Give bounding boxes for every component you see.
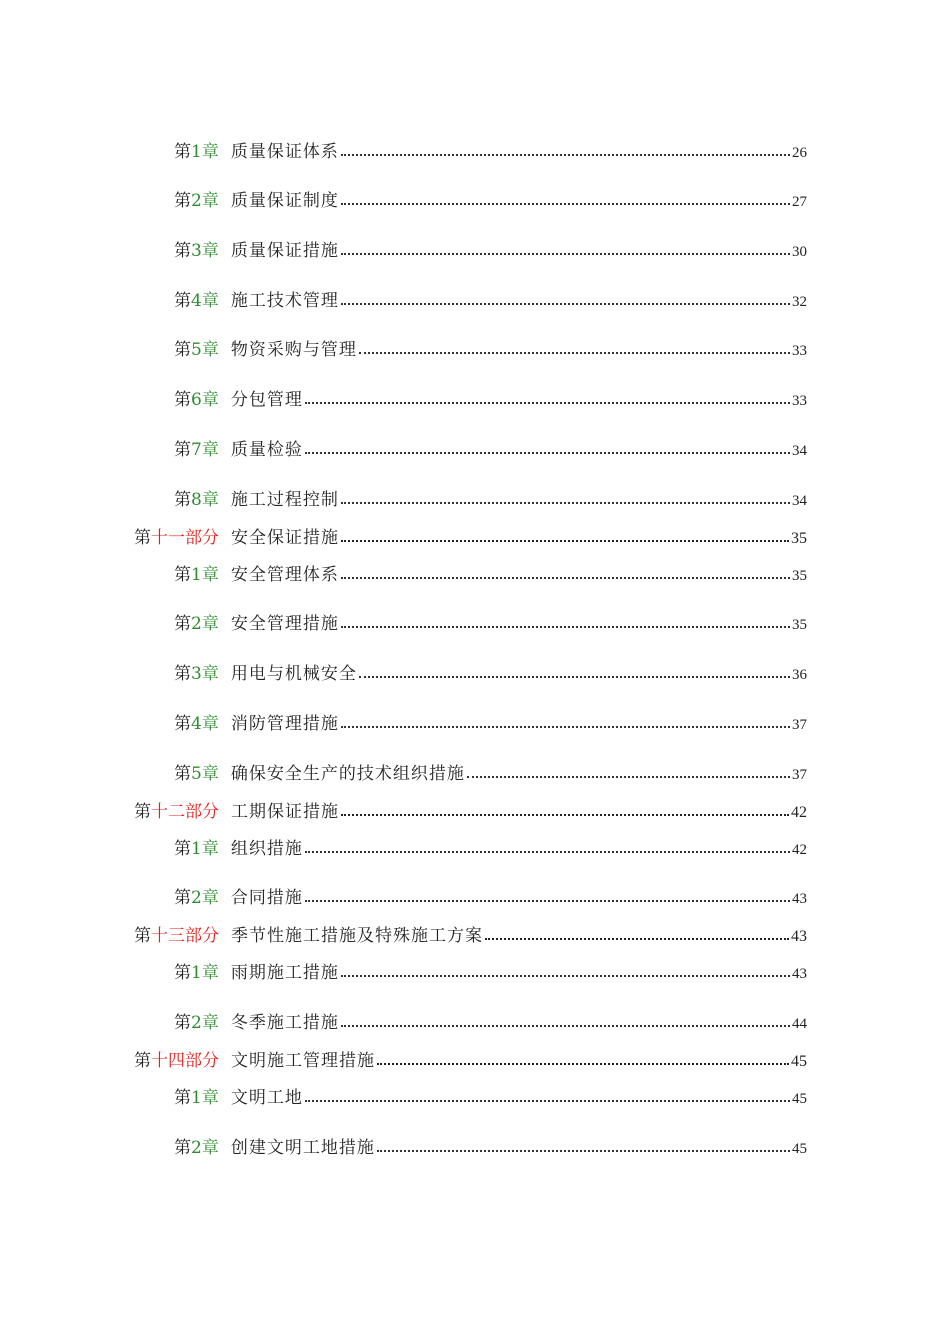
entry-number: 4 xyxy=(191,714,202,734)
entry-suffix: 章 xyxy=(201,963,219,983)
entry-title: 确保安全生产的技术组织措施 xyxy=(230,764,465,784)
entry-page-number: 43 xyxy=(792,966,807,982)
entry-title: 施工过程控制 xyxy=(230,490,339,510)
entry-prefix: 第 xyxy=(174,1138,191,1158)
entry-page-number: 42 xyxy=(792,842,807,858)
dot-leader xyxy=(341,625,790,628)
entry-prefix: 第 xyxy=(174,565,191,585)
entry-prefix: 第 xyxy=(174,390,191,410)
dot-leader xyxy=(305,451,790,454)
entry-prefix: 第 xyxy=(174,764,191,784)
entry-title: 文明工地 xyxy=(230,1088,303,1108)
dot-leader xyxy=(485,937,789,940)
entry-page-number: 26 xyxy=(792,145,807,161)
toc-chapter-entry[interactable] xyxy=(174,658,807,684)
entry-number: 1 xyxy=(191,963,202,983)
entry-number: 十三 xyxy=(151,926,185,946)
entry-title: 物资采购与管理 xyxy=(230,340,357,360)
entry-suffix: 章 xyxy=(201,241,219,261)
entry-suffix: 章 xyxy=(201,142,219,162)
dot-leader xyxy=(341,725,790,728)
entry-prefix: 第 xyxy=(134,802,151,822)
dot-leader xyxy=(341,813,789,816)
entry-title: 质量保证制度 xyxy=(230,191,339,211)
entry-prefix: 第 xyxy=(174,291,191,311)
entry-page-number: 33 xyxy=(792,343,807,359)
entry-suffix: 章 xyxy=(201,1088,219,1108)
entry-page-number: 45 xyxy=(792,1091,807,1107)
entry-page-number: 32 xyxy=(792,294,807,310)
dot-leader xyxy=(305,899,790,902)
entry-suffix: 部分 xyxy=(185,1051,219,1071)
dot-leader xyxy=(305,850,790,853)
entry-title: 雨期施工措施 xyxy=(230,963,339,983)
entry-suffix: 章 xyxy=(201,390,219,410)
entry-page-number: 35 xyxy=(792,568,807,584)
entry-number: 3 xyxy=(191,241,202,261)
dot-leader xyxy=(341,539,789,542)
entry-prefix: 第 xyxy=(174,191,191,211)
entry-title: 安全管理措施 xyxy=(230,614,339,634)
entry-page-number: 43 xyxy=(791,928,807,945)
entry-number: 3 xyxy=(191,664,202,684)
entry-title: 分包管理 xyxy=(230,390,303,410)
entry-title: 安全保证措施 xyxy=(231,528,339,548)
entry-number: 2 xyxy=(191,888,202,908)
toc-chapter-entry[interactable] xyxy=(174,559,807,585)
entry-page-number: 33 xyxy=(792,393,807,409)
entry-title: 合同措施 xyxy=(230,888,303,908)
entry-page-number: 43 xyxy=(792,891,807,907)
entry-number: 1 xyxy=(191,142,202,162)
toc-chapter-entry[interactable] xyxy=(174,285,807,311)
entry-prefix: 第 xyxy=(174,839,191,859)
entry-number: 6 xyxy=(191,390,202,410)
entry-suffix: 章 xyxy=(201,565,219,585)
toc-chapter-entry[interactable] xyxy=(174,136,807,162)
dot-leader xyxy=(341,1024,790,1027)
toc-chapter-entry[interactable] xyxy=(174,235,807,261)
entry-prefix: 第 xyxy=(134,1051,151,1071)
entry-number: 5 xyxy=(191,764,202,784)
entry-suffix: 章 xyxy=(201,440,219,460)
entry-page-number: 36 xyxy=(792,667,807,683)
entry-suffix: 部分 xyxy=(185,528,219,548)
entry-page-number: 35 xyxy=(792,617,807,633)
entry-page-number: 37 xyxy=(792,767,807,783)
entry-prefix: 第 xyxy=(174,888,191,908)
entry-title: 工期保证措施 xyxy=(231,802,339,822)
toc-chapter-entry[interactable] xyxy=(174,384,807,410)
entry-number: 2 xyxy=(191,1138,202,1158)
dot-leader xyxy=(341,202,790,205)
toc-part-entry[interactable] xyxy=(134,796,807,822)
toc-chapter-entry[interactable] xyxy=(174,484,807,510)
toc-chapter-entry[interactable] xyxy=(174,334,807,360)
toc-chapter-entry[interactable] xyxy=(174,185,807,211)
toc-chapter-entry[interactable] xyxy=(174,758,807,784)
dot-leader xyxy=(305,401,790,404)
entry-suffix: 部分 xyxy=(185,802,219,822)
entry-number: 4 xyxy=(191,291,202,311)
toc-part-entry[interactable] xyxy=(134,1045,807,1071)
entry-prefix: 第 xyxy=(174,440,191,460)
entry-page-number: 37 xyxy=(792,717,807,733)
entry-number: 1 xyxy=(191,565,202,585)
entry-suffix: 章 xyxy=(201,764,219,784)
entry-prefix: 第 xyxy=(174,1013,191,1033)
entry-title: 质量检验 xyxy=(230,440,303,460)
entry-page-number: 35 xyxy=(791,530,807,547)
entry-prefix: 第 xyxy=(174,340,191,360)
entry-title: 质量保证措施 xyxy=(230,241,339,261)
entry-title: 文明施工管理措施 xyxy=(231,1051,375,1071)
toc-chapter-entry[interactable] xyxy=(174,608,807,634)
toc-chapter-entry[interactable] xyxy=(174,957,807,983)
entry-number: 8 xyxy=(191,490,202,510)
entry-number: 1 xyxy=(191,1088,202,1108)
entry-prefix: 第 xyxy=(174,142,191,162)
entry-title: 冬季施工措施 xyxy=(230,1013,339,1033)
dot-leader xyxy=(377,1149,790,1152)
entry-page-number: 34 xyxy=(792,443,807,459)
entry-number: 十二 xyxy=(151,802,185,822)
dot-leader xyxy=(305,1099,790,1102)
entry-suffix: 章 xyxy=(201,888,219,908)
entry-page-number: 44 xyxy=(792,1016,807,1032)
entry-suffix: 部分 xyxy=(185,926,219,946)
entry-title: 组织措施 xyxy=(230,839,303,859)
entry-suffix: 章 xyxy=(201,614,219,634)
toc-chapter-entry[interactable] xyxy=(174,1007,807,1033)
entry-number: 2 xyxy=(191,191,202,211)
entry-title: 创建文明工地措施 xyxy=(230,1138,375,1158)
entry-title: 消防管理措施 xyxy=(230,714,339,734)
dot-leader xyxy=(341,302,790,305)
entry-prefix: 第 xyxy=(174,241,191,261)
entry-suffix: 章 xyxy=(201,1138,219,1158)
entry-suffix: 章 xyxy=(201,291,219,311)
dot-leader xyxy=(341,576,790,579)
entry-number: 十一 xyxy=(151,528,185,548)
toc-chapter-entry[interactable] xyxy=(174,1132,807,1158)
entry-suffix: 章 xyxy=(201,340,219,360)
dot-leader xyxy=(341,252,790,255)
entry-number: 5 xyxy=(191,340,202,360)
entry-prefix: 第 xyxy=(174,1088,191,1108)
entry-page-number: 27 xyxy=(792,194,807,210)
entry-page-number: 45 xyxy=(792,1141,807,1157)
entry-title: 季节性施工措施及特殊施工方案 xyxy=(231,926,483,946)
entry-suffix: 章 xyxy=(201,1013,219,1033)
dot-leader xyxy=(359,675,790,678)
entry-prefix: 第 xyxy=(174,714,191,734)
entry-number: 十四 xyxy=(151,1051,185,1071)
entry-prefix: 第 xyxy=(174,664,191,684)
entry-number: 7 xyxy=(191,440,202,460)
toc-part-entry[interactable] xyxy=(134,920,807,946)
entry-number: 2 xyxy=(191,614,202,634)
toc-chapter-entry[interactable] xyxy=(174,833,807,859)
entry-title: 质量保证体系 xyxy=(230,142,339,162)
dot-leader xyxy=(467,775,790,778)
toc-chapter-entry[interactable] xyxy=(174,882,807,908)
entry-page-number: 42 xyxy=(791,804,807,821)
entry-prefix: 第 xyxy=(174,490,191,510)
toc-chapter-entry[interactable] xyxy=(174,708,807,734)
dot-leader xyxy=(341,153,790,156)
toc-chapter-entry[interactable] xyxy=(174,1082,807,1108)
entry-suffix: 章 xyxy=(201,714,219,734)
entry-page-number: 30 xyxy=(792,244,807,260)
entry-number: 2 xyxy=(191,1013,202,1033)
dot-leader xyxy=(377,1062,789,1065)
entry-suffix: 章 xyxy=(201,191,219,211)
entry-page-number: 45 xyxy=(791,1053,807,1070)
entry-prefix: 第 xyxy=(134,528,151,548)
entry-title: 施工技术管理 xyxy=(230,291,339,311)
entry-suffix: 章 xyxy=(201,490,219,510)
entry-title: 用电与机械安全 xyxy=(230,664,357,684)
toc-chapter-entry[interactable] xyxy=(174,434,807,460)
dot-leader xyxy=(341,974,790,977)
entry-number: 1 xyxy=(191,839,202,859)
dot-leader xyxy=(341,501,790,504)
entry-title: 安全管理体系 xyxy=(230,565,339,585)
entry-suffix: 章 xyxy=(201,839,219,859)
entry-suffix: 章 xyxy=(201,664,219,684)
entry-page-number: 34 xyxy=(792,493,807,509)
entry-prefix: 第 xyxy=(174,614,191,634)
entry-prefix: 第 xyxy=(174,963,191,983)
entry-prefix: 第 xyxy=(134,926,151,946)
dot-leader xyxy=(359,351,790,354)
toc-part-entry[interactable] xyxy=(134,522,807,548)
